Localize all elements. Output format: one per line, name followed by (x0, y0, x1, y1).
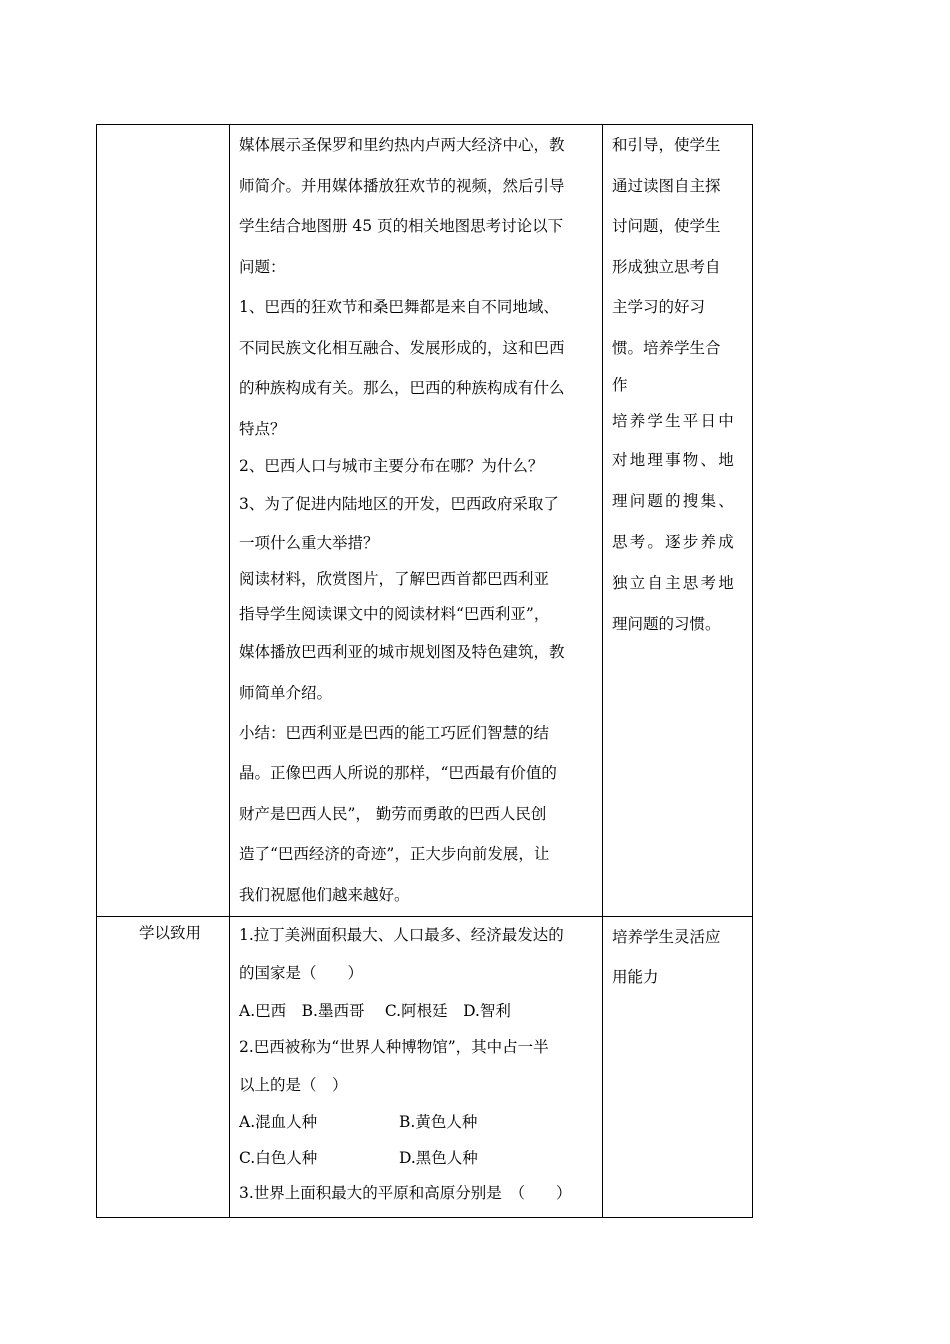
text-line: 通过读图自主探 (612, 176, 721, 195)
option-a: A.混血人种 (239, 1113, 318, 1131)
text-line: 我们祝愿他们越来越好。 (239, 886, 410, 904)
table-row (97, 125, 753, 917)
text-line: 特点？ (239, 419, 286, 438)
text-line: 的种族构成有关。那么，巴西的种族构成有什么 (239, 379, 565, 397)
activity-cell (230, 125, 603, 917)
question-2-options-row (239, 1105, 593, 1140)
question-1-blank: 的国家是（ ） (239, 964, 364, 982)
question-1-options: A.巴西 B.墨西哥 C.阿根廷 D.智利 (239, 1002, 511, 1020)
table-row (97, 917, 753, 1218)
text-line: 用能力 (612, 968, 659, 986)
text-line: 形成独立思考自 (612, 257, 721, 276)
text-line: 1、巴西的狂欢节和桑巴舞都是来自不同地域、 (239, 298, 559, 316)
text-line: 和引导，使学生 (612, 136, 721, 154)
text-line: 阅读材料，欣赏图片，了解巴西首都巴西利亚 (239, 569, 550, 588)
text-line: 一项什么重大举措？ (239, 533, 379, 552)
question-1: 1.拉丁美洲面积最大、人口最多、经济最发达的 (239, 926, 564, 944)
text-line: 3、为了促进内陆地区的开发，巴西政府采取了 (239, 495, 559, 513)
option-d: D.黑色人种 (399, 1149, 478, 1167)
stage-cell (97, 917, 230, 1218)
option-b: B.黄色人种 (399, 1113, 478, 1131)
text-line: 问题： (239, 257, 286, 276)
question-3: 3.世界上面积最大的平原和高原分别是 （ ） (239, 1184, 572, 1202)
text-line: 师简介。并用媒体播放狂欢节的视频，然后引导 (239, 176, 565, 195)
text-line: 财产是巴西人民”， 勤劳而勇敢的巴西人民创 (239, 804, 547, 823)
text-line: 2、巴西人口与城市主要分布在哪？为什么？ (239, 457, 544, 475)
text-line: 晶。正像巴西人所说的那样，“巴西最有价值的 (239, 764, 557, 782)
stage-label (97, 125, 229, 157)
text-line: 小结：巴西利亚是巴西的能工巧匠们智慧的结 (239, 723, 550, 742)
intent-cell (603, 125, 753, 917)
text-line: 理问题的习惯。 (612, 615, 721, 633)
option-c: C.白色人种 (239, 1149, 318, 1167)
text-line: 学生结合地图册 45 页的相关地图思考讨论以下 (239, 217, 564, 235)
text-line: 培养学生平日中 (612, 412, 736, 430)
text-line: 媒体播放巴西利亚的城市规划图及特色建筑，教 (239, 642, 565, 661)
text-line: 不同民族文化相互融合、发展形成的，这和巴西 (239, 338, 565, 357)
text-line: 造了“巴西经济的奇迹”，正大步向前发展，让 (239, 845, 550, 863)
text-line: 讨问题，使学生 (612, 217, 721, 235)
question-2-blank: 以上的是（ ） (239, 1076, 348, 1094)
text-line: 指导学生阅读课文中的阅读材料“巴西利亚”， (239, 604, 550, 623)
text-line: 师简单介绍。 (239, 683, 333, 702)
text-line: 培养学生灵活应 (612, 928, 721, 946)
text-line: 思考。逐步养成 (612, 533, 736, 551)
activity-cell (230, 917, 603, 1218)
stage-label: 学以致用 (139, 924, 202, 942)
stage-cell (97, 125, 230, 917)
text-line: 媒体展示圣保罗和里约热内卢两大经济中心，教 (239, 136, 565, 154)
text-line: 作 (612, 376, 628, 394)
question-2: 2.巴西被称为“世界人种博物馆”，其中占一半 (239, 1038, 549, 1056)
text-line: 独立自主思考地 (612, 574, 736, 592)
lesson-plan-table (96, 124, 753, 1218)
text-line: 主学习的好习 (612, 298, 706, 316)
text-line: 惯。培养学生合 (612, 338, 721, 357)
intent-cell (603, 917, 753, 1218)
text-line: 对地理事物、地 (612, 451, 736, 469)
question-2-options-row (239, 1140, 593, 1176)
text-line: 理问题的搜集、 (612, 492, 736, 510)
